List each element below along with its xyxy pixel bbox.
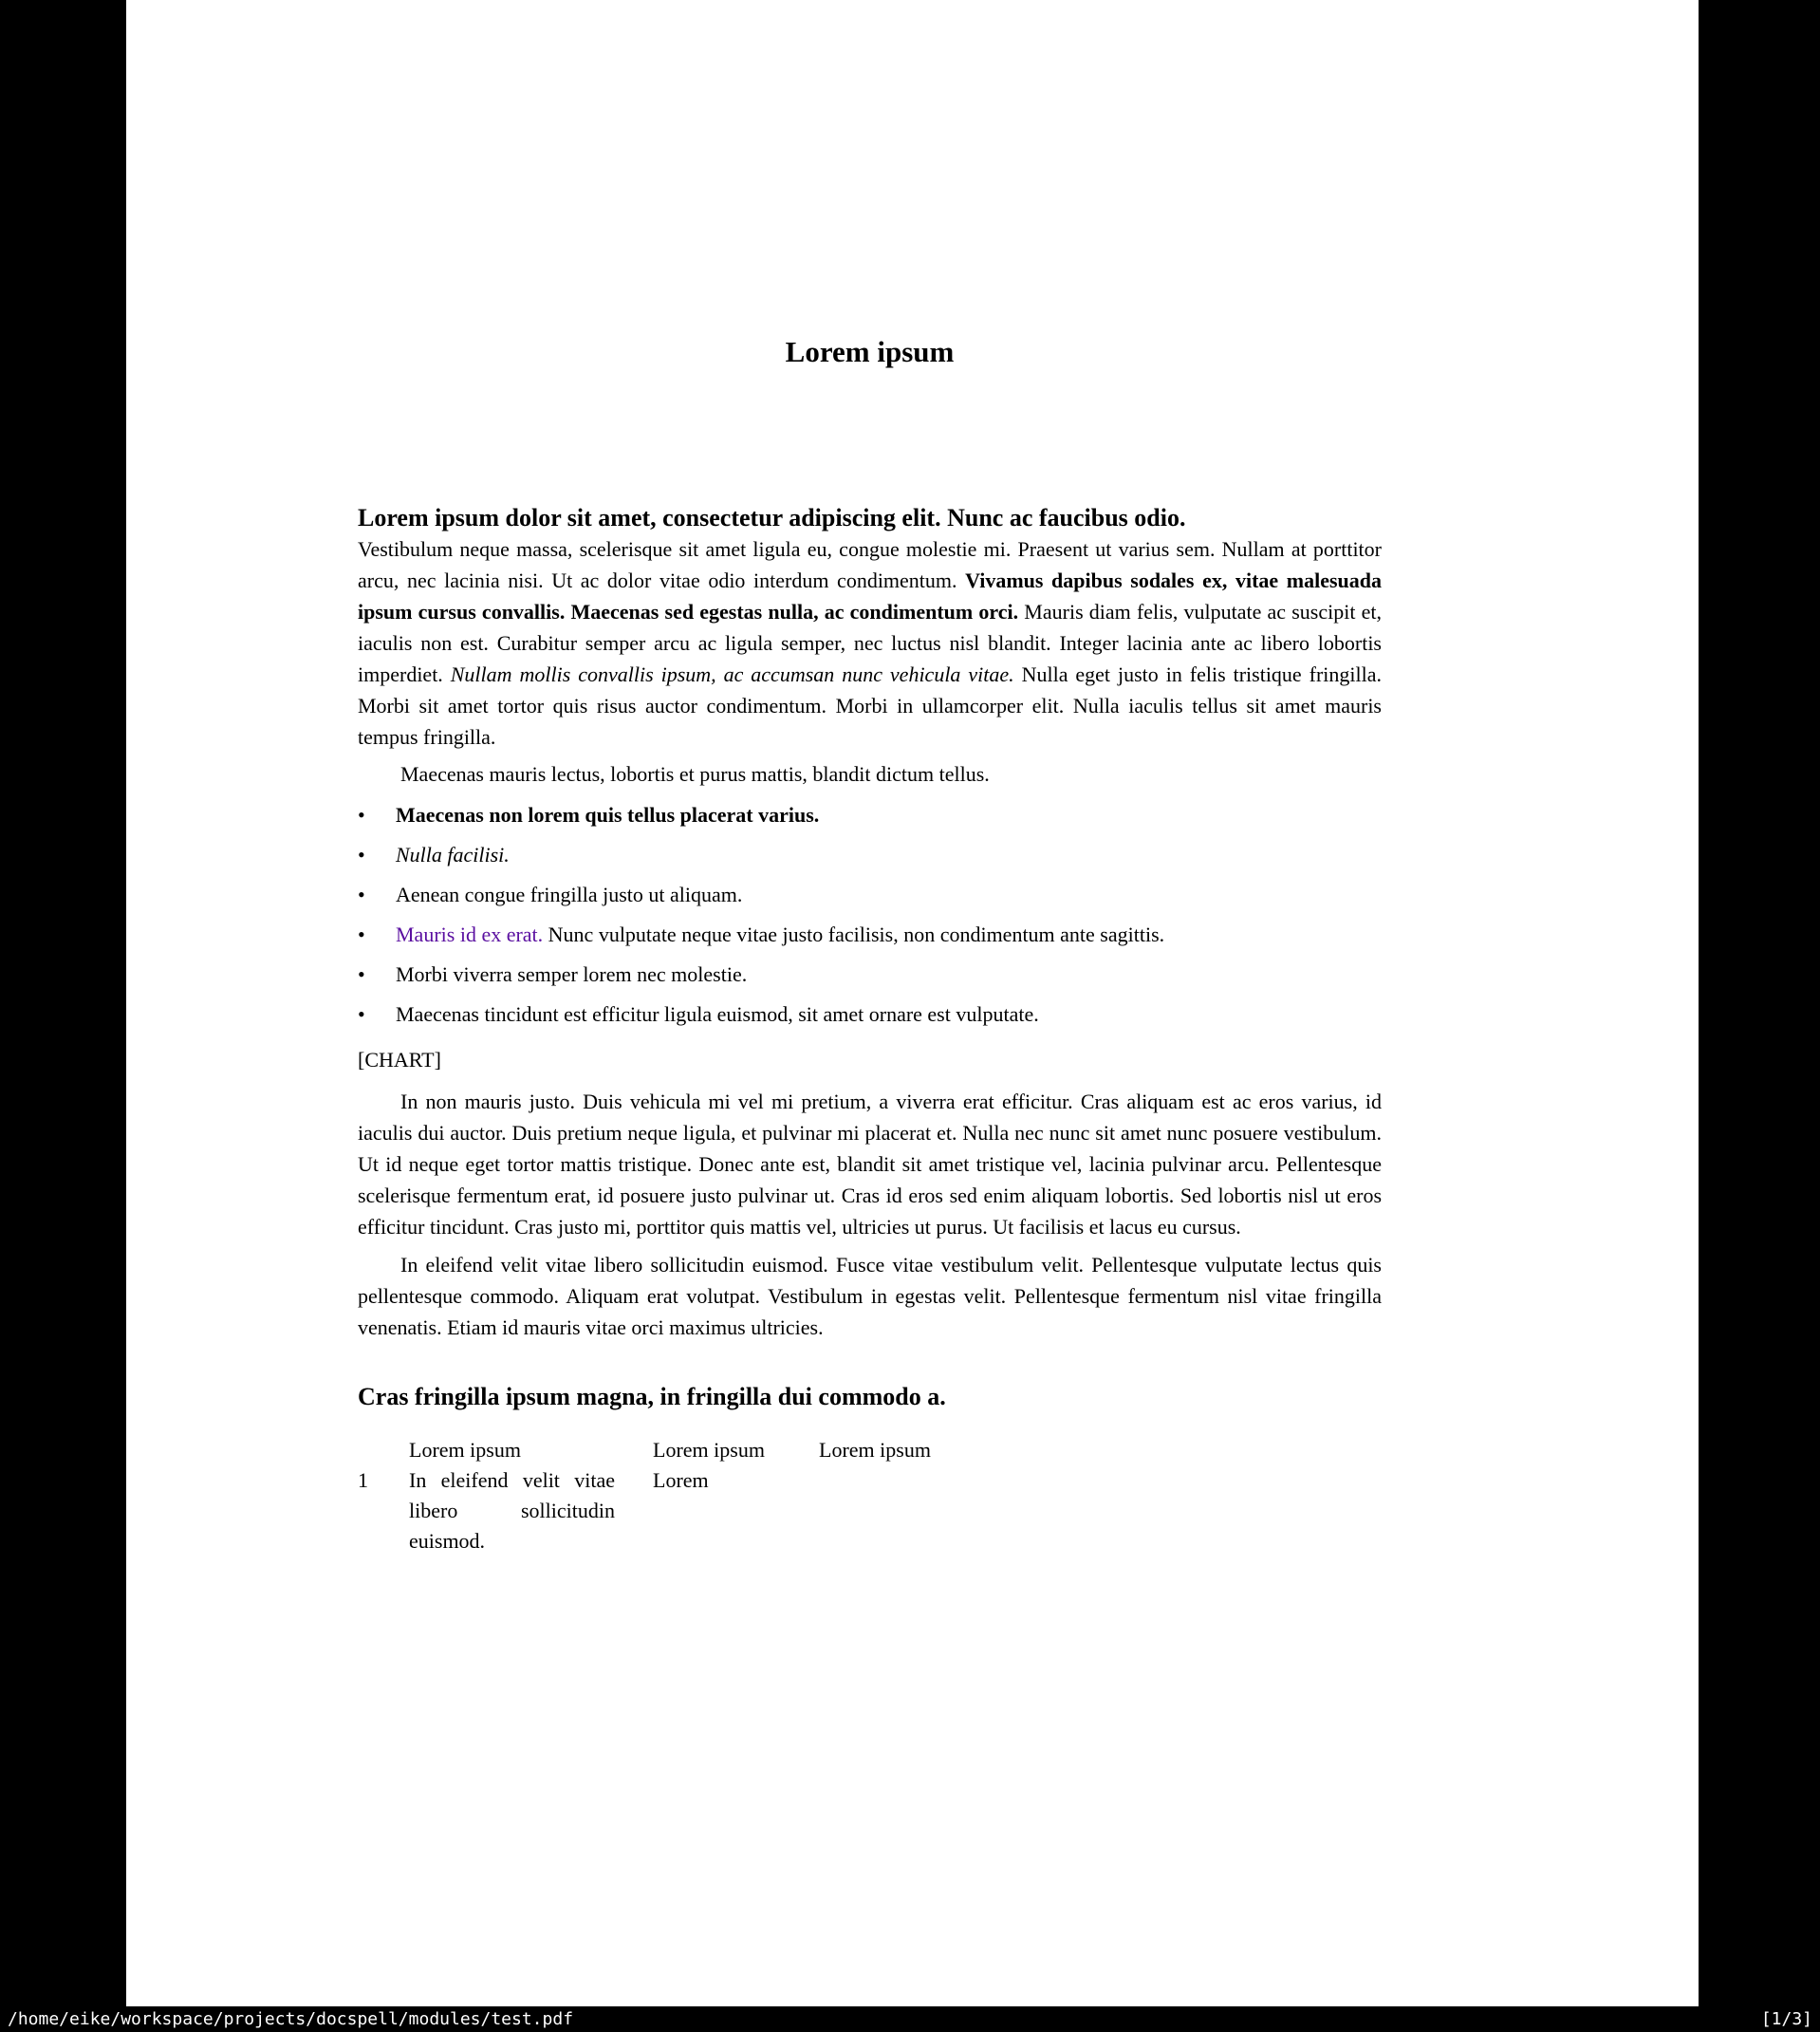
list-item-text: Nunc vulputate neque vitae justo facilisis, non condimentum ante sagittis. xyxy=(543,923,1165,946)
list-item xyxy=(358,959,1382,990)
bullet-icon: • xyxy=(358,803,365,827)
table-cell xyxy=(819,1465,1382,1557)
bullet-icon: • xyxy=(358,923,365,946)
list-item xyxy=(358,839,1382,870)
table-cell-index: 1 xyxy=(358,1468,368,1492)
table-cell: In eleifend velit vitae libero sollicitudin euismod. xyxy=(409,1468,615,1553)
pdf-page xyxy=(126,0,1699,2006)
table-header-cell: Lorem ipsum xyxy=(653,1438,765,1462)
paragraph-3: In eleifend velit vitae libero sollicitudin euismod. Fusce vitae vestibulum velit. Pellentesque vulputate lectus quis pellentesque commodo. Aliquam erat volutpat. Vestibulum in egestas velit. Pellentesque fermentum nisl vitae fringilla venenatis. Etiam id mauris vitae orci maximus ultricies. xyxy=(358,1253,1382,1339)
bullet-icon: • xyxy=(358,1002,365,1026)
list-item xyxy=(358,998,1382,1030)
list-item xyxy=(358,879,1382,910)
table-header-cell: Lorem ipsum xyxy=(819,1438,931,1462)
table-header-cell: Lorem ipsum xyxy=(409,1438,521,1462)
status-bar xyxy=(0,2006,1820,2032)
bullet-icon: • xyxy=(358,883,365,906)
list-item xyxy=(358,799,1382,830)
list-item-text: Nulla facilisi. xyxy=(396,843,510,867)
paragraph-1-text: Mauris diam felis, vulputate ac suscipit et, iaculis non est. Curabitur semper arcu ac ligula semper, nec luctus nisl blandit. Integer lacinia ante ac libero lobortis imperdiet. xyxy=(358,600,1382,686)
table-cell: Lorem xyxy=(653,1468,709,1492)
paragraph-1-italic: Nullam mollis convallis ipsum, ac accumsan nunc vehicula vitae. xyxy=(450,662,1014,686)
table-header-cell-empty xyxy=(358,1435,409,1465)
paragraph-1-bold: Vivamus dapibus sodales ex, vitae malesuada ipsum cursus convallis. Maecenas sed egestas nulla, ac condimentum orci. xyxy=(358,569,1382,624)
section-heading-2: Cras fringilla ipsum magna, in fringilla dui commodo a. xyxy=(358,1383,946,1410)
bullet-list xyxy=(358,799,1382,1030)
paragraph-2: In non mauris justo. Duis vehicula mi vel mi pretium, a viverra erat efficitur. Cras aliquam est ac eros varius, id iaculis dui auctor. Duis pretium neque ligula, et pulvinar mi placerat et. Nulla nec nunc sit amet nunc posuere vestibulum. Ut id neque eget tortor mattis tristique. Donec ante est, blandit sit amet tristique vel, lacinia pulvinar arcu. Pellentesque scelerisque fermentum erat, id posuere justo pulvinar ut. Cras id eros sed enim aliquam lobortis. Sed lobortis nisl ut eros efficitur tincidunt. Cras justo mi, porttitor quis mattis vel, ultricies ut purus. Ut facilisis et lacus eu cursus. xyxy=(358,1090,1382,1239)
list-item-text: Morbi viverra semper lorem nec molestie. xyxy=(396,962,748,986)
page-content xyxy=(358,0,1382,1557)
inline-link[interactable]: Mauris id ex erat. xyxy=(396,923,544,946)
paragraph-1 xyxy=(358,533,1382,753)
section-heading-1: Lorem ipsum dolor sit amet, consectetur adipiscing elit. Nunc ac faucibus odio. xyxy=(358,504,1186,531)
paragraph-1-text: Vestibulum neque massa, scelerisque sit amet ligula eu, congue molestie mi. Praesent ut varius sem. Nullam at porttitor arcu, nec lacinia nisi. Ut ac dolor vitae odio interdum condimentum. xyxy=(358,537,1382,592)
list-item-text: Aenean congue fringilla justo ut aliquam. xyxy=(396,883,743,906)
paragraph-1-text: Nulla eget justo in felis tristique fringilla. Morbi sit amet tortor quis risus auctor condimentum. Morbi in ullamcorper elit. Nulla iaculis tellus sit amet mauris tempus fringilla. xyxy=(358,662,1382,749)
list-item-text: Maecenas non lorem quis tellus placerat varius. xyxy=(396,803,820,827)
chart-placeholder: [CHART] xyxy=(358,1048,441,1072)
table xyxy=(358,1435,1382,1557)
bullet-icon: • xyxy=(358,843,365,867)
table-header-row xyxy=(358,1435,1382,1465)
table-row xyxy=(358,1465,1382,1557)
document-title: Lorem ipsum xyxy=(785,335,955,368)
statusbar-page-indicator: [1/3] xyxy=(1760,2009,1812,2029)
paragraph-indented: Maecenas mauris lectus, lobortis et purus mattis, blandit dictum tellus. xyxy=(400,762,990,786)
list-item xyxy=(358,919,1382,950)
bullet-icon: • xyxy=(358,962,365,986)
statusbar-file-path: /home/eike/workspace/projects/docspell/modules/test.pdf xyxy=(8,2009,574,2029)
list-item-text: Maecenas tincidunt est efficitur ligula euismod, sit amet ornare est vulputate. xyxy=(396,1002,1039,1026)
